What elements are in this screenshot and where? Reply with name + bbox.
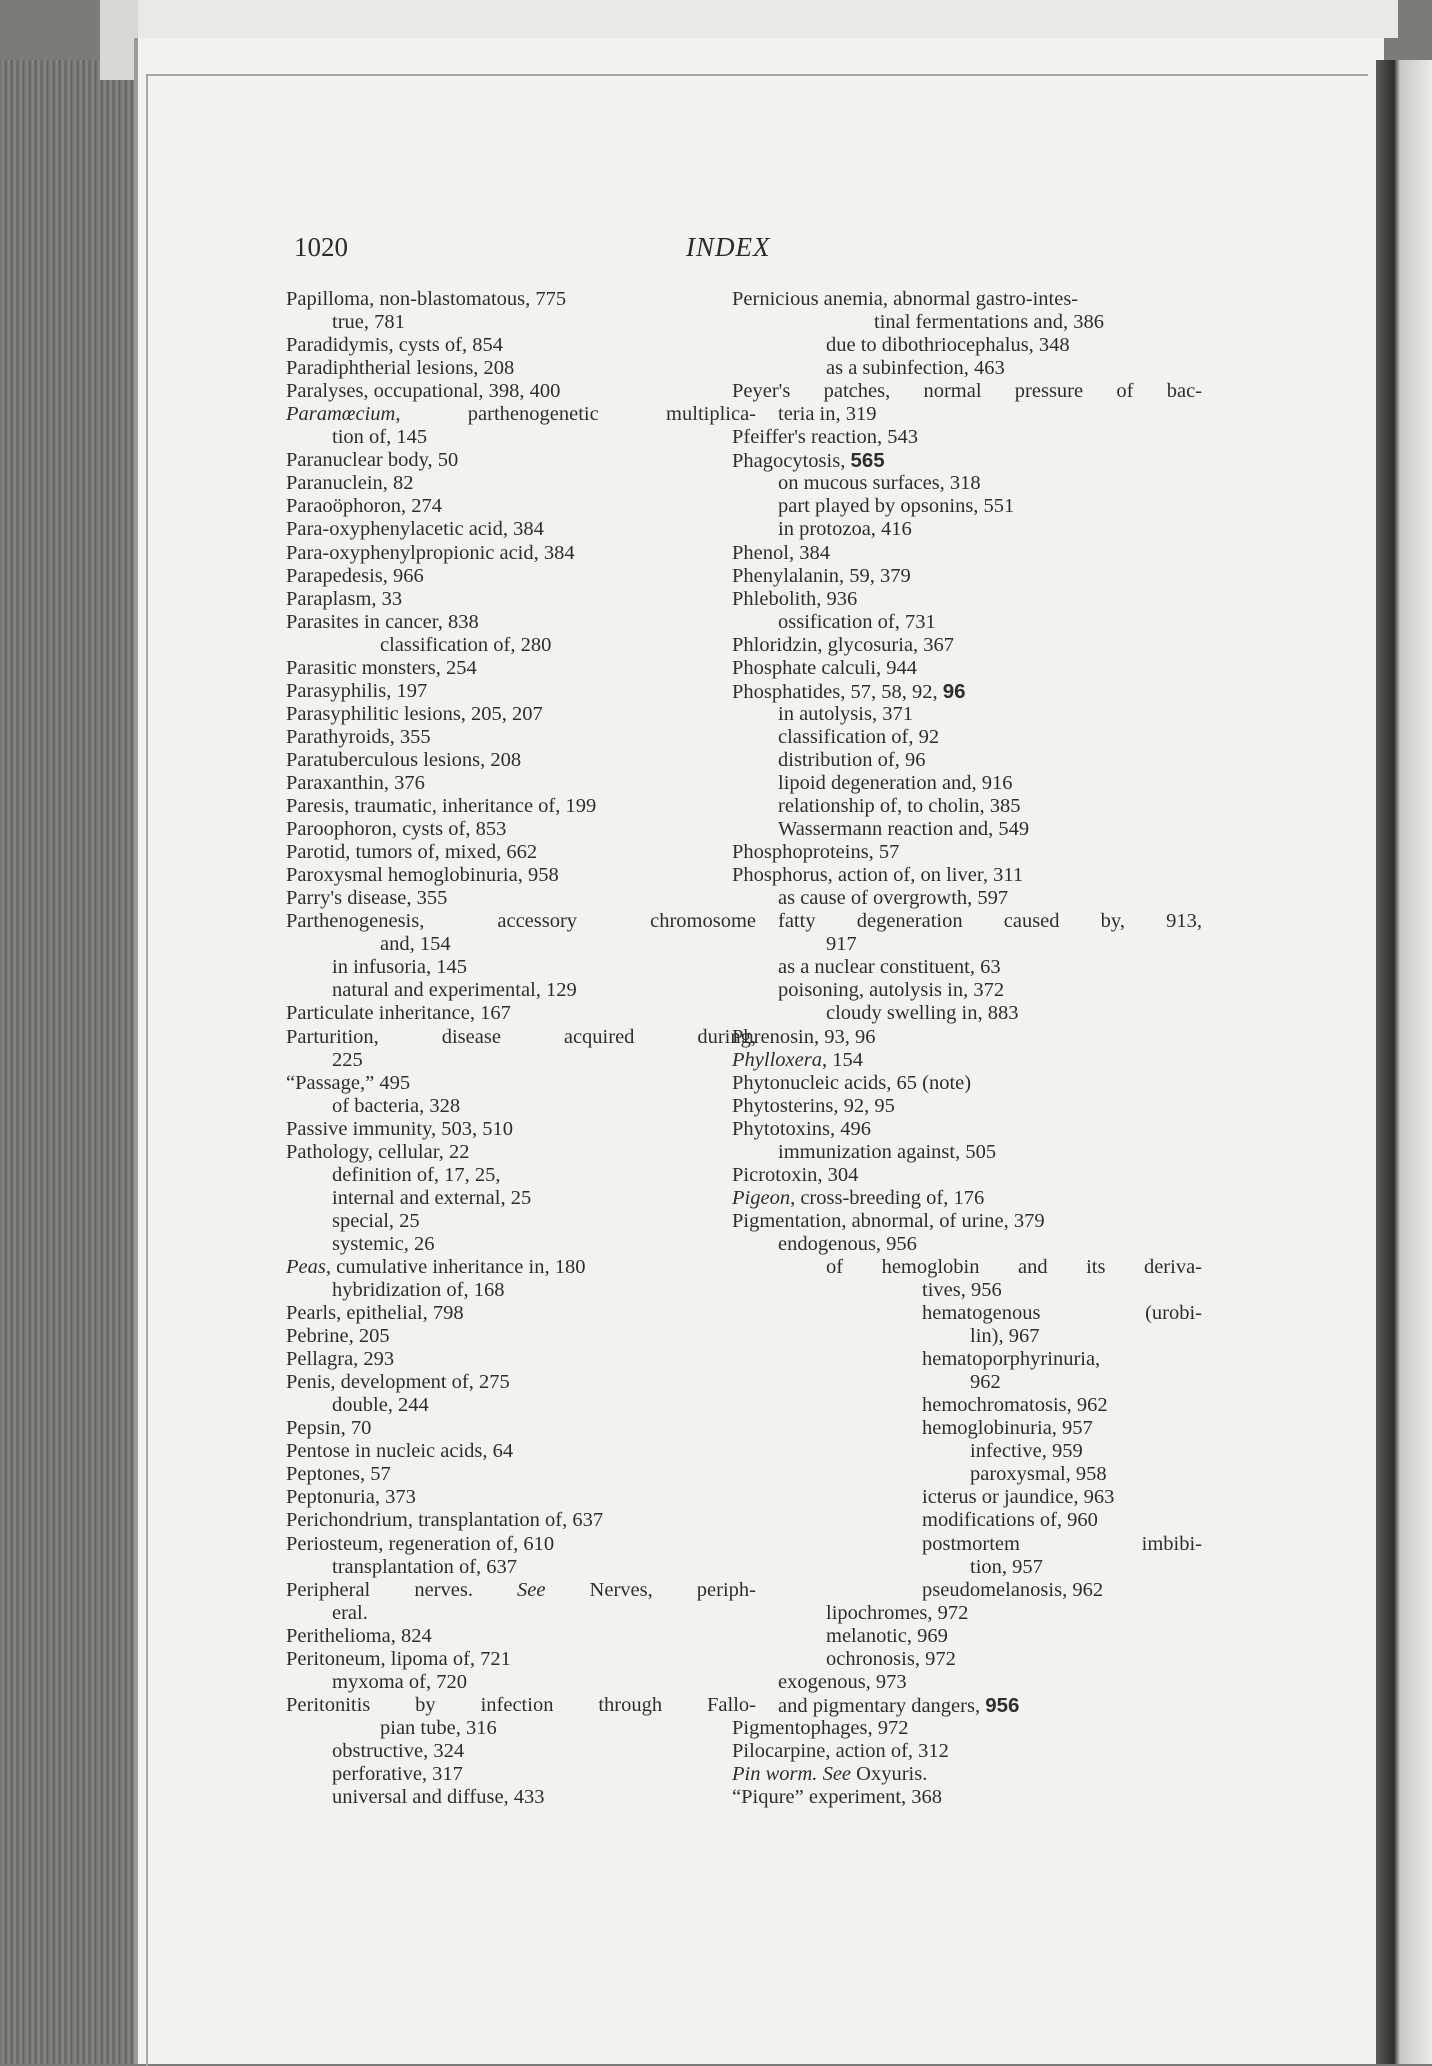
index-entry-line — [286, 795, 756, 818]
index-entry-text: eral. — [332, 1601, 368, 1624]
index-entry-text: lipoid degeneration and, 916 — [778, 771, 1013, 794]
index-entry-line — [286, 380, 756, 403]
index-entry-line — [732, 772, 1202, 795]
index-entry-text: 96 — [942, 679, 966, 703]
index-entry-text: obstructive, 324 — [332, 1739, 465, 1762]
index-entry-line — [732, 311, 1202, 334]
index-entry-line — [732, 1002, 1202, 1025]
index-entry-text: Phloridzin, glycosuria, 367 — [732, 633, 955, 656]
index-entry-text: and, 154 — [380, 933, 451, 956]
index-entry-text: Phenol, 384 — [732, 541, 830, 564]
index-entry-line — [732, 887, 1202, 910]
index-entry-text: Parathyroids, 355 — [286, 725, 431, 748]
index-entry-line — [732, 657, 1202, 680]
index-entry-line — [286, 449, 756, 472]
book-gutter-right — [1376, 60, 1432, 2064]
index-entry-text: Paresis, traumatic, inheritance of, 199 — [286, 795, 597, 818]
index-entry-line — [286, 426, 756, 449]
index-entry-line — [286, 311, 756, 334]
index-entry-text: teria in, 319 — [778, 403, 877, 426]
index-entry-line — [732, 495, 1202, 518]
index-entry-text: Phosphate calculi, 944 — [732, 656, 918, 679]
index-entry-text: , cumulative inheritance in, 180 — [325, 1255, 586, 1278]
index-entry-line — [732, 634, 1202, 657]
index-entry-text: Pfeiffer's reaction, 543 — [732, 426, 919, 449]
index-entry-text: tion of, 145 — [332, 426, 428, 449]
index-entry-text: in autolysis, 371 — [778, 702, 913, 725]
index-entry-line — [286, 864, 756, 887]
index-entry-text: as a subinfection, 463 — [826, 357, 1005, 380]
index-entry-line — [732, 864, 1202, 887]
running-title: INDEX — [686, 232, 771, 262]
index-entry-text: 225 — [332, 1048, 363, 1071]
index-entry-line — [286, 403, 756, 426]
index-entry-line — [286, 1763, 756, 1786]
index-entry-line — [732, 795, 1202, 818]
index-entry-line — [286, 1141, 756, 1164]
index-entry-line — [732, 1486, 1202, 1509]
index-entry-text: Paradidymis, cysts of, 854 — [286, 334, 503, 357]
index-entry-text: classification of, 280 — [380, 633, 552, 656]
index-entry-line — [732, 357, 1202, 380]
index-entry-text: of hemoglobin and its deriva- — [826, 1255, 1202, 1278]
index-entry-text: Parasyphilis, 197 — [286, 679, 428, 702]
index-entry-text: ossification of, 731 — [778, 610, 936, 633]
index-entry-line — [732, 1694, 1202, 1717]
index-entry-text: Paroxysmal hemoglobinuria, 958 — [286, 864, 559, 887]
index-entry-line — [286, 1602, 756, 1625]
index-entry-text: systemic, 26 — [332, 1232, 435, 1255]
index-entry-text: Para-oxyphenylpropionic acid, 384 — [286, 541, 575, 564]
index-entry-line — [732, 518, 1202, 541]
index-entry-text: exogenous, 973 — [778, 1670, 907, 1693]
index-entry-text: Pigmentophages, 972 — [732, 1716, 909, 1739]
index-entry-line — [732, 1141, 1202, 1164]
index-entry-text: Phytosterins, 92, 95 — [732, 1094, 895, 1117]
index-entry-line — [732, 1786, 1202, 1809]
index-entry-text: lin), 967 — [970, 1325, 1040, 1348]
index-entry-text: Particulate inheritance, 167 — [286, 1002, 511, 1025]
index-entry-line — [286, 1233, 756, 1256]
index-entry-text: See — [517, 1578, 546, 1601]
index-entry-line — [732, 1072, 1202, 1095]
index-entry-text: Phosphorus, action of, on liver, 311 — [732, 864, 1024, 887]
index-entry-text: hematogenous (urobi- — [922, 1302, 1202, 1325]
index-entry-line — [286, 1348, 756, 1371]
index-entry-text: Pin worm. — [732, 1763, 818, 1785]
index-entry-text: Paraxanthin, 376 — [286, 771, 425, 794]
index-entry-line — [286, 565, 756, 588]
index-entry-line — [732, 1233, 1202, 1256]
index-entry-line — [732, 472, 1202, 495]
index-entry-line — [286, 887, 756, 910]
index-entry-line — [286, 1694, 756, 1717]
index-entry-text: poisoning, autolysis in, 372 — [778, 979, 1005, 1002]
index-entry-text: Parasitic monsters, 254 — [286, 656, 477, 679]
index-entry-line — [286, 1556, 756, 1579]
index-entry-line — [286, 611, 756, 634]
index-entry-text: Peripheral nerves. — [286, 1578, 518, 1601]
index-entry-text: Papilloma, non-blastomatous, 775 — [286, 288, 567, 310]
index-entry-line — [286, 1394, 756, 1417]
index-entry-text: natural and experimental, 129 — [332, 979, 577, 1002]
index-entry-text: in infusoria, 145 — [332, 956, 467, 979]
index-entry-line — [286, 910, 756, 933]
index-entry-line — [732, 703, 1202, 726]
index-entry-text: tinal fermentations and, 386 — [874, 311, 1104, 334]
index-entry-line — [732, 933, 1202, 956]
index-entry-line — [732, 749, 1202, 772]
index-entry-text: “Piqure” experiment, 368 — [732, 1786, 943, 1809]
index-entry-line — [286, 1486, 756, 1509]
index-entry-line — [732, 1602, 1202, 1625]
index-entry-text: Parthenogenesis, accessory chromosome — [286, 910, 756, 933]
index-entry-text: transplantation of, 637 — [332, 1555, 518, 1578]
index-entry-text: tion, 957 — [970, 1555, 1043, 1578]
index-entry-line — [732, 611, 1202, 634]
index-entry-line — [286, 1187, 756, 1210]
index-entry-text: universal and diffuse, 433 — [332, 1786, 545, 1809]
index-entry-text: Peritoneum, lipoma of, 721 — [286, 1647, 511, 1670]
index-entry-line — [732, 1164, 1202, 1187]
book-page-edges — [0, 60, 138, 2064]
index-entry-line — [286, 542, 756, 565]
index-entry-line — [732, 1394, 1202, 1417]
index-entry-text: 917 — [826, 933, 857, 956]
index-entry-line — [732, 1533, 1202, 1556]
index-entry-text: lipochromes, 972 — [826, 1601, 969, 1624]
index-entry-text: Paraplasm, 33 — [286, 587, 403, 610]
index-entry-text: Peritonitis by infection through Fallo- — [286, 1693, 756, 1716]
index-entry-text: Paraoöphoron, 274 — [286, 495, 443, 518]
index-entry-line — [732, 1509, 1202, 1532]
index-entry-line — [286, 1440, 756, 1463]
index-entry-line — [732, 956, 1202, 979]
index-entry-text: Phenylalanin, 59, 379 — [732, 564, 911, 587]
index-entry-line — [732, 1049, 1202, 1072]
index-entry-line — [732, 1763, 1202, 1786]
index-entry-line — [286, 1740, 756, 1763]
index-entry-line — [286, 1717, 756, 1740]
index-entry-line — [732, 1463, 1202, 1486]
index-entry-line — [286, 1256, 756, 1279]
index-entry-text: “Passage,” 495 — [286, 1071, 411, 1094]
index-entry-line — [732, 1440, 1202, 1463]
index-entry-line — [286, 357, 756, 380]
index-entry-text: Paranuclear body, 50 — [286, 449, 459, 472]
index-entry-line — [732, 380, 1202, 403]
index-entry-text: Pilocarpine, action of, 312 — [732, 1739, 949, 1762]
index-entry-line — [286, 726, 756, 749]
index-entry-line — [732, 1325, 1202, 1348]
index-entry-line — [732, 334, 1202, 357]
index-entry-line — [286, 1049, 756, 1072]
index-entry-line — [732, 726, 1202, 749]
index-entry-text: Passive immunity, 503, 510 — [286, 1117, 514, 1140]
index-entry-text: Perithelioma, 824 — [286, 1624, 432, 1647]
index-entry-text: 565 — [850, 449, 885, 473]
index-entry-text: myxoma of, 720 — [332, 1670, 467, 1693]
index-column-left — [286, 288, 756, 1809]
index-entry-line — [732, 588, 1202, 611]
index-entry-text: Pentose in nucleic acids, 64 — [286, 1440, 514, 1463]
index-entry-text: special, 25 — [332, 1209, 420, 1232]
index-entry-line — [286, 288, 756, 311]
index-entry-line — [286, 495, 756, 518]
index-entry-text: Picrotoxin, 304 — [732, 1163, 859, 1186]
index-entry-text: distribution of, 96 — [778, 748, 926, 771]
index-entry-text: hybridization of, 168 — [332, 1279, 505, 1302]
index-entry-text: definition of, 17, 25, — [332, 1163, 501, 1186]
index-entry-line — [286, 1095, 756, 1118]
index-entry-text: icterus or jaundice, 963 — [922, 1486, 1115, 1509]
index-entry-line — [286, 1210, 756, 1233]
index-entry-text: Phytonucleic acids, 65 (note) — [732, 1071, 972, 1094]
index-entry-text: Periosteum, regeneration of, 610 — [286, 1532, 555, 1555]
index-entry-line — [286, 1371, 756, 1394]
index-entry-line — [286, 518, 756, 541]
index-entry-text: true, 781 — [332, 311, 405, 334]
index-entry-text: hemoglobinuria, 957 — [922, 1417, 1093, 1440]
index-entry-text: fatty degeneration caused by, 913, — [778, 910, 1202, 933]
index-entry-text: Paranuclein, 82 — [286, 472, 414, 495]
index-entry-line — [732, 1187, 1202, 1210]
book-top-edge — [138, 0, 1398, 38]
index-entry-line — [732, 1210, 1202, 1233]
index-entry-text: on mucous surfaces, 318 — [778, 472, 981, 495]
index-entry-text: in protozoa, 416 — [778, 518, 912, 541]
index-entry-text: Parotid, tumors of, mixed, 662 — [286, 841, 538, 864]
index-entry-line — [732, 1648, 1202, 1671]
index-entry-text: Peas — [286, 1255, 326, 1278]
index-entry-line — [732, 1118, 1202, 1141]
index-entry-line — [286, 1325, 756, 1348]
index-entry-line — [286, 1625, 756, 1648]
index-entry-line — [286, 588, 756, 611]
index-entry-line — [286, 1302, 756, 1325]
index-entry-line — [732, 1371, 1202, 1394]
index-entry-text: Phylloxera — [732, 1048, 822, 1071]
index-entry-text: Parasyphilitic lesions, 205, 207 — [286, 702, 543, 725]
index-entry-text: 956 — [985, 1693, 1020, 1717]
index-entry-text: Penis, development of, 275 — [286, 1371, 510, 1394]
index-entry-line — [286, 818, 756, 841]
index-entry-text: Parasites in cancer, 838 — [286, 610, 479, 633]
index-entry-line — [286, 933, 756, 956]
index-entry-text: ochronosis, 972 — [826, 1647, 956, 1670]
index-entry-line — [732, 841, 1202, 864]
index-entry-line — [732, 1625, 1202, 1648]
index-entry-text: double, 244 — [332, 1394, 429, 1417]
index-entry-text: pseudomelanosis, 962 — [922, 1578, 1104, 1601]
index-entry-line — [732, 542, 1202, 565]
index-entry-text: melanotic, 969 — [826, 1624, 948, 1647]
index-entry-text: Pebrine, 205 — [286, 1325, 390, 1348]
index-entry-text: infective, 959 — [970, 1440, 1083, 1463]
index-entry-line — [286, 1002, 756, 1025]
index-entry-text: Paramœcium — [286, 403, 396, 426]
index-entry-line — [732, 565, 1202, 588]
index-entry-line — [286, 703, 756, 726]
index-entry-line — [286, 956, 756, 979]
index-entry-line — [286, 1648, 756, 1671]
index-entry-text: Pigmentation, abnormal, of urine, 379 — [732, 1209, 1045, 1232]
index-entry-text: Phytotoxins, 496 — [732, 1117, 871, 1140]
index-entry-line — [286, 841, 756, 864]
index-entry-text: part played by opsonins, 551 — [778, 495, 1015, 518]
index-entry-line — [286, 1118, 756, 1141]
index-entry-text: tives, 956 — [922, 1279, 1002, 1302]
index-entry-text: perforative, 317 — [332, 1763, 463, 1785]
index-entry-text: and pigmentary dangers, — [778, 1694, 986, 1717]
index-entry-text: as a nuclear constituent, 63 — [778, 956, 1001, 979]
index-entry-line — [732, 1417, 1202, 1440]
index-entry-line — [286, 634, 756, 657]
index-entry-text: cloudy swelling in, 883 — [826, 1002, 1019, 1025]
index-entry-text: Pernicious anemia, abnormal gastro-intes- — [732, 288, 1079, 310]
index-entry-text: See — [822, 1763, 852, 1785]
index-entry-text: immunization against, 505 — [778, 1140, 997, 1163]
index-entry-line — [732, 1302, 1202, 1325]
index-entry-line — [732, 910, 1202, 933]
index-entry-text: hematoporphyrinuria, — [922, 1348, 1101, 1371]
index-entry-line — [732, 1256, 1202, 1279]
index-entry-text: Phagocytosis, — [732, 450, 851, 473]
index-entry-line — [732, 818, 1202, 841]
index-entry-text: Nerves, periph- — [545, 1578, 756, 1601]
index-entry-line — [732, 1717, 1202, 1740]
index-entry-text: Pearls, epithelial, 798 — [286, 1302, 464, 1325]
index-entry-text: Pathology, cellular, 22 — [286, 1140, 470, 1163]
index-entry-text: Parapedesis, 966 — [286, 564, 424, 587]
index-entry-line — [732, 1556, 1202, 1579]
index-entry-text: , 154 — [821, 1048, 863, 1071]
index-entry-text: Phrenosin, 93, 96 — [732, 1025, 876, 1048]
index-entry-line — [286, 1072, 756, 1095]
index-entry-line — [732, 680, 1202, 703]
index-entry-text: internal and external, 25 — [332, 1186, 532, 1209]
index-entry-text: paroxysmal, 958 — [970, 1463, 1107, 1486]
index-entry-text: Phlebolith, 936 — [732, 587, 858, 610]
index-entry-text: Wassermann reaction and, 549 — [778, 818, 1030, 841]
index-entry-text: Paratuberculous lesions, 208 — [286, 748, 522, 771]
index-entry-line — [286, 1417, 756, 1440]
index-entry-text: , parthenogenetic multiplica- — [395, 403, 756, 426]
index-entry-text: Para-oxyphenylacetic acid, 384 — [286, 518, 544, 541]
index-entry-text: Phosphoproteins, 57 — [732, 841, 900, 864]
index-entry-line — [286, 772, 756, 795]
index-entry-line — [732, 1740, 1202, 1763]
index-entry-text: due to dibothriocephalus, 348 — [826, 334, 1070, 357]
index-entry-line — [286, 1671, 756, 1694]
index-entry-text: Pigeon — [732, 1186, 791, 1209]
index-entry-line — [286, 1463, 756, 1486]
index-entry-line — [732, 1671, 1202, 1694]
index-entry-line — [732, 288, 1202, 311]
index-entry-text: Perichondrium, transplantation of, 637 — [286, 1509, 604, 1532]
index-entry-text: Paroophoron, cysts of, 853 — [286, 818, 507, 841]
index-entry-line — [732, 1095, 1202, 1118]
index-entry-text: classification of, 92 — [778, 725, 940, 748]
index-entry-text: as cause of overgrowth, 597 — [778, 887, 1009, 910]
index-entry-text: Parturition, disease acquired during, — [286, 1025, 756, 1048]
index-entry-line — [286, 1786, 756, 1809]
index-entry-text: Paralyses, occupational, 398, 400 — [286, 380, 561, 403]
index-entry-text: Pepsin, 70 — [286, 1417, 372, 1440]
index-entry-line — [286, 1164, 756, 1187]
index-entry-line — [286, 979, 756, 1002]
index-entry-line — [286, 1533, 756, 1556]
index-entry-line — [732, 449, 1202, 472]
index-entry-line — [286, 680, 756, 703]
index-entry-text: relationship of, to cholin, 385 — [778, 795, 1021, 818]
index-entry-line — [286, 1509, 756, 1532]
index-entry-text: pian tube, 316 — [380, 1716, 497, 1739]
index-entry-line — [286, 749, 756, 772]
index-entry-line — [286, 472, 756, 495]
index-entry-line — [732, 1348, 1202, 1371]
index-entry-text: Parry's disease, 355 — [286, 887, 448, 910]
index-entry-text: , cross-breeding of, 176 — [790, 1186, 985, 1209]
index-entry-text: Oxyuris. — [851, 1763, 928, 1785]
index-column-right — [732, 288, 1202, 1809]
index-entry-line — [732, 426, 1202, 449]
index-entry-line — [732, 1579, 1202, 1602]
index-entry-text: Paradiphtherial lesions, 208 — [286, 357, 515, 380]
index-entry-line — [286, 1279, 756, 1302]
index-entry-line — [286, 657, 756, 680]
index-entry-line — [732, 979, 1202, 1002]
index-entry-line — [732, 1026, 1202, 1049]
index-entry-line — [286, 334, 756, 357]
index-entry-text: 962 — [970, 1371, 1001, 1394]
index-entry-line — [286, 1026, 756, 1049]
index-entry-line — [286, 1579, 756, 1602]
index-entry-text: of bacteria, 328 — [332, 1094, 461, 1117]
index-entry-text: modifications of, 960 — [922, 1509, 1098, 1532]
page-number: 1020 — [294, 232, 348, 262]
index-entry-text: Peyer's patches, normal pressure of bac- — [732, 380, 1202, 403]
index-entry-text: Phosphatides, 57, 58, 92, — [732, 680, 943, 703]
index-entry-text: Peptones, 57 — [286, 1463, 391, 1486]
index-entry-line — [732, 1279, 1202, 1302]
index-entry-text: hemochromatosis, 962 — [922, 1394, 1108, 1417]
index-entry-text: Pellagra, 293 — [286, 1348, 395, 1371]
index-entry-text: endogenous, 956 — [778, 1232, 917, 1255]
index-entry-text: Peptonuria, 373 — [286, 1486, 416, 1509]
index-entry-line — [732, 403, 1202, 426]
index-entry-text: postmortem imbibi- — [922, 1532, 1202, 1555]
